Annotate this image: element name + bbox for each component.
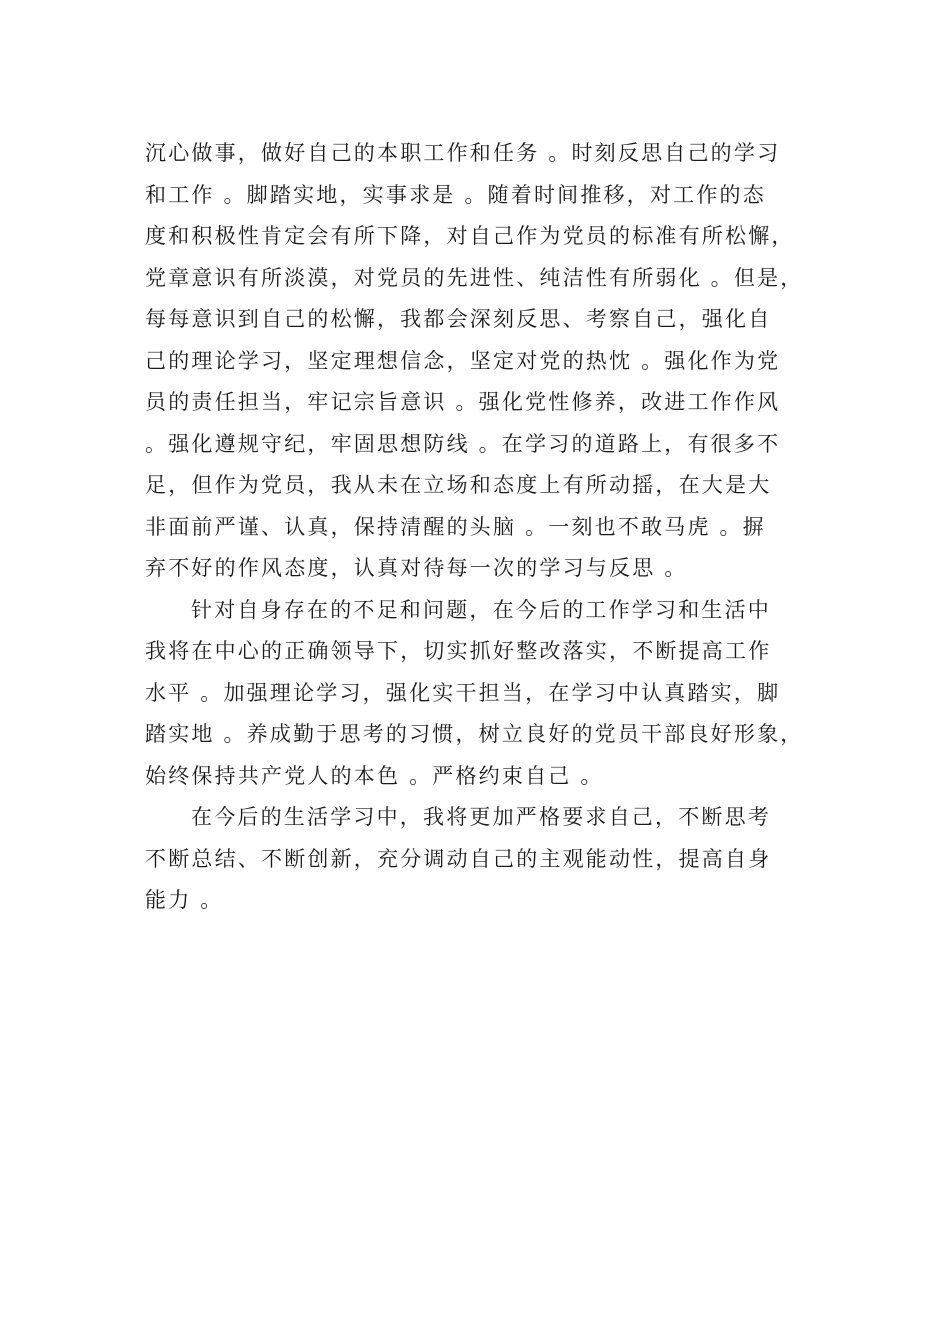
text-line: 弃不好的作风态度，认真对待每一次的学习与反思 。 xyxy=(145,556,688,580)
text-line: 和工作 。脚踏实地，实事求是 。随着时间推移，对工作的态 xyxy=(145,182,766,207)
text-line: 员的责任担当，牢记宗旨意识 。强化党性修养，改进工作作风 xyxy=(145,390,781,414)
paragraph-2 xyxy=(145,590,825,798)
text-line: 每每意识到自己的松懈，我都会深刻反思、考察自己，强化自 xyxy=(145,307,772,331)
text-line: 足，但作为党员，我从未在立场和态度上有所动摇，在大是大 xyxy=(145,473,772,497)
text-line: 。强化遵规守纪，牢固思想防线 。在学习的道路上，有很多不 xyxy=(145,431,781,456)
paragraph-3 xyxy=(145,797,825,922)
text-line: 己的理论学习，坚定理想信念，坚定对党的热忱 。强化作为党 xyxy=(145,348,781,373)
paragraph-1 xyxy=(145,133,825,590)
text-line: 踏实地 。养成勤于思考的习惯，树立良好的党员干部良好形象， xyxy=(145,722,804,746)
text-line: 非面前严谨、认真，保持清醒的头脑 。一刻也不敢马虎 。摒 xyxy=(145,514,766,539)
text-line: 能力 。 xyxy=(145,888,224,912)
text-line: 水平 。加强理论学习，强化实干担当，在学习中认真踏实，脚 xyxy=(145,680,781,705)
text-line: 始终保持共产党人的本色 。严格约束自己 。 xyxy=(145,763,604,788)
body-text xyxy=(145,133,825,922)
text-line: 沉心做事，做好自己的本职工作和任务 。时刻反思自己的学习 xyxy=(145,141,781,165)
text-line: 在今后的生活学习中，我将更加严格要求自己，不断思考 xyxy=(191,805,771,829)
text-line: 党章意识有所淡漠，对党员的先进性、纯洁性有所弱化 。但是， xyxy=(145,265,804,290)
text-line: 度和积极性肯定会有所下降，对自己作为党员的标准有所松懈， xyxy=(145,224,795,248)
text-line: 我将在中心的正确领导下，切实抓好整改落实，不断提高工作 xyxy=(145,639,772,663)
text-line: 不断总结、不断创新，充分调动自己的主观能动性，提高自身 xyxy=(145,846,772,871)
text-line: 针对自身存在的不足和问题，在今后的工作学习和生活中 xyxy=(191,597,771,622)
